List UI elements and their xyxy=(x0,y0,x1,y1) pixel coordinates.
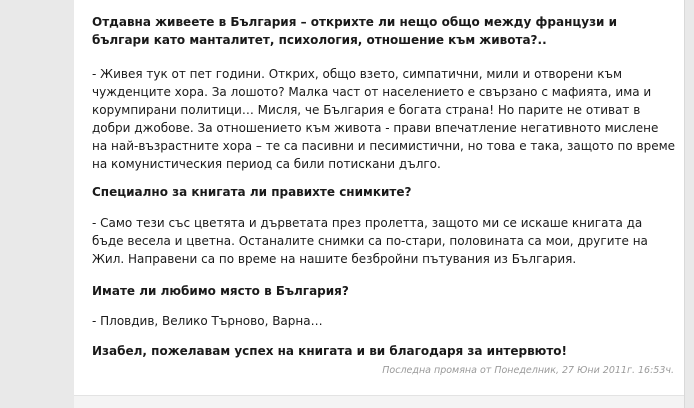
answer-3: - Пловдив, Велико Търново, Варна… xyxy=(92,314,323,328)
answer-2: - Само тези със цветята и дърветата през пролетта, защото ми се искаше книгата да бъде весела и цветна. Останалите снимки са по-стари, половината са мои, другите на Жил. Направени са по време на нашите безбройни пътувания из България. xyxy=(92,216,648,266)
question-3: Имате ли любимо място в България? xyxy=(92,284,349,298)
question-1: Отдавна живеете в България – открихте ли нещо общо между французи и българи като манталитет, психология, отношение към живота?.. xyxy=(92,15,618,47)
closing-line: Изабел, пожелавам успех на книгата и ви благодаря за интервюто! xyxy=(92,344,567,358)
answer-1: - Живея тук от пет години. Открих, общо взето, симпатични, мили и отворени към чужденците хора. За лошото? Малка част от населението е свързано с мафията, има и корумпирани политици… Мисля, че България е богата страна! Но парите не отиват в добри джобове. За отношението към живота - прави впечатление негативното мислене на най-възрастните хора – те са пасивни и песимистични, но това е така, защото по време на комунистическия период са били потискани дълго. xyxy=(92,67,676,171)
article-panel xyxy=(74,0,685,408)
panel-bottom-edge xyxy=(74,395,684,408)
last-modified-note: Последна промяна от Понеделник, 27 Юни 2011г. 16:53ч. xyxy=(382,365,674,376)
question-2: Специално за книгата ли правихте снимките? xyxy=(92,185,412,199)
